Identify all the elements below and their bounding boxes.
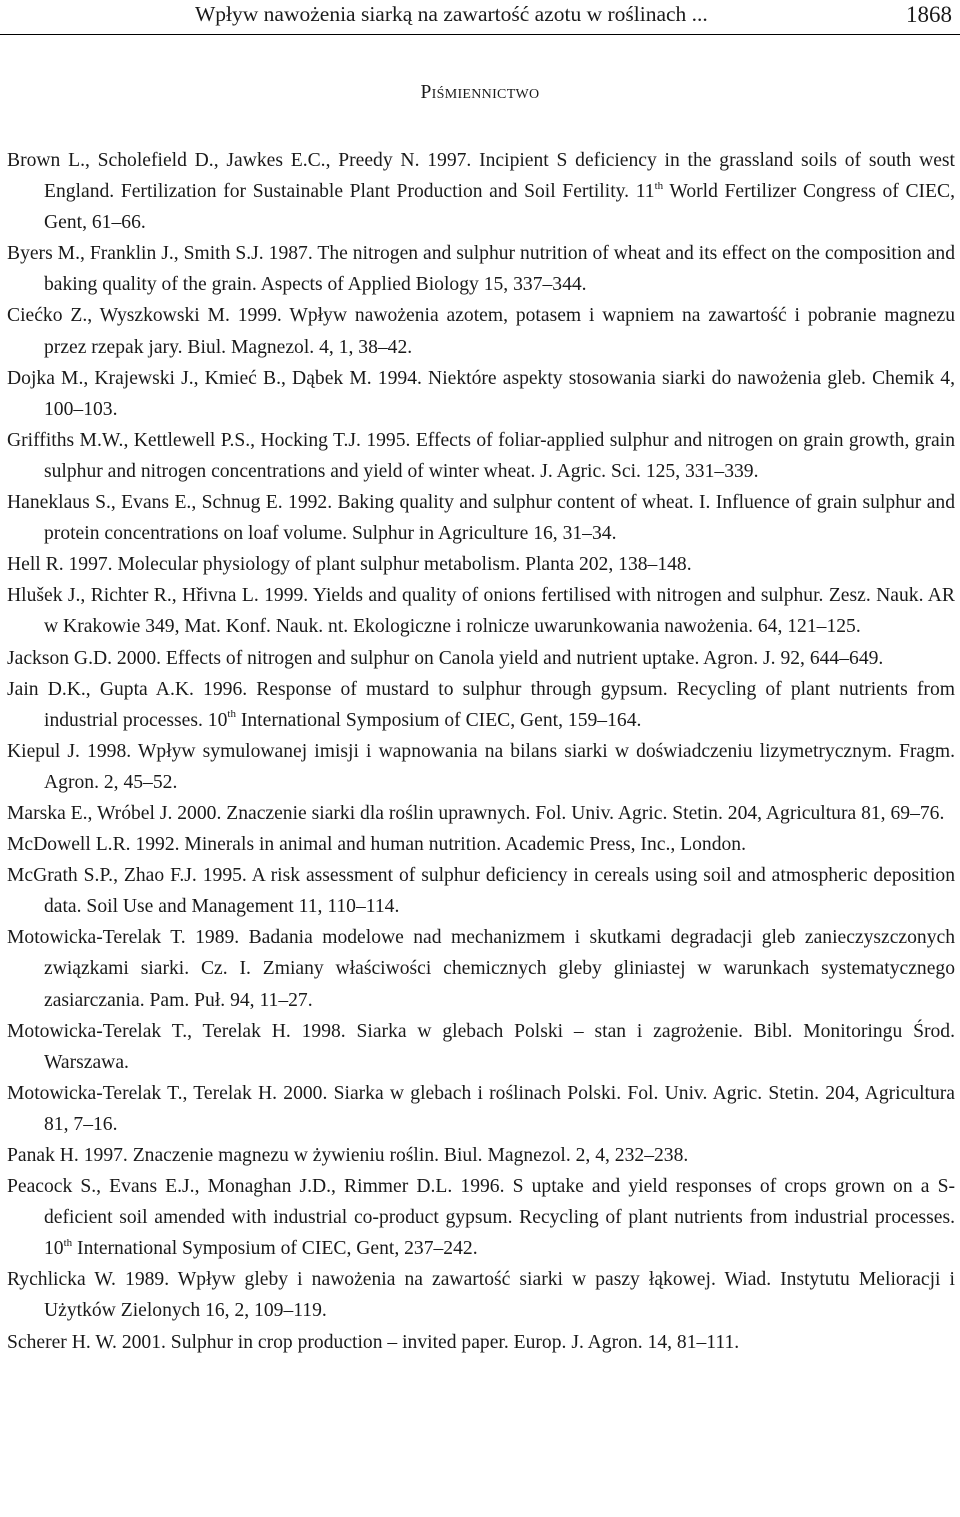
reference-item: McGrath S.P., Zhao F.J. 1995. A risk assessment of sulphur deficiency in cereals using soil and atmospheric deposition data. Soil Use and Management 11, 110–114. [7,865,955,918]
reference-item: Griffiths M.W., Kettlewell P.S., Hocking T.J. 1995. Effects of foliar-applied sulphur and nitrogen on grain growth, grain sulphur and nitrogen concentrations and yield of winter wheat. J. Agric. Sci. 125, 331–339. [7,429,955,482]
reference-item: Motowicka-Terelak T., Terelak H. 2000. Siarka w glebach i roślinach Polski. Fol. Univ. Agric. Stetin. 204, Agricultura 81, 7–16. [7,1082,955,1135]
reference-item: Jain D.K., Gupta A.K. 1996. Response of mustard to sulphur through gypsum. Recycling of plant nutrients from industrial processes. 10th International Symposium of CIEC, Gent, 159–164. [7,678,955,731]
page-number: 1868 [906,2,952,27]
reference-item: Kiepul J. 1998. Wpływ symulowanej imisji i wapnowania na bilans siarki w doświadczeniu lizymetrycznym. Fragm. Agron. 2, 45–52. [7,740,955,793]
reference-item: Brown L., Scholefield D., Jawkes E.C., Preedy N. 1997. Incipient S deficiency in the grassland soils of south west England. Fertilization for Sustainable Plant Production and Soil Fertility. 11th World Fertilizer Congress of CIEC, Gent, 61–66. [7,150,955,234]
reference-item: Haneklaus S., Evans E., Schnug E. 1992. Baking quality and sulphur content of wheat. I. Influence of grain sulphur and protein concentrations on loaf volume. Sulphur in Agriculture 16, 31–34. [7,492,955,545]
reference-item: Rychlicka W. 1989. Wpływ gleby i nawożenia na zawartość siarki w paszy łąkowej. Wiad. Instytutu Melioracji i Użytków Zielonych 16, 2, 109–119. [7,1269,955,1322]
reference-item: Motowicka-Terelak T., Terelak H. 1998. Siarka w glebach Polski – stan i zagrożenie. Bibl. Monitoringu Środ. Warszawa. [7,1020,955,1073]
reference-item: Hlušek J., Richter R., Hřivna L. 1999. Yields and quality of onions fertilised with nitrogen and sulphur. Zesz. Nauk. AR w Krakowie 349, Mat. Konf. Nauk. nt. Ekologiczne i rolnicze uwarunkowania nawożenia. 64, 121–125. [7,585,955,638]
reference-item: Marska E., Wróbel J. 2000. Znaczenie siarki dla roślin uprawnych. Fol. Univ. Agric. Stetin. 204, Agricultura 81, 69–76. [7,802,945,824]
running-title: Wpływ nawożenia siarką na zawartość azotu w roślinach ... [195,2,708,26]
reference-item: Ciećko Z., Wyszkowski M. 1999. Wpływ nawożenia azotem, potasem i wapniem na zawartość i pobranie magnezu przez rzepak jary. Biul. Magnezol. 4, 1, 38–42. [7,305,955,358]
reference-item: McDowell L.R. 1992. Minerals in animal and human nutrition. Academic Press, Inc., London. [7,834,746,856]
reference-item: Dojka M., Krajewski J., Kmieć B., Dąbek M. 1994. Niektóre aspekty stosowania siarki do nawożenia gleb. Chemik 4, 100–103. [7,367,955,420]
reference-item: Hell R. 1997. Molecular physiology of plant sulphur metabolism. Planta 202, 138–148. [7,554,692,576]
reference-item: Panak H. 1997. Znaczenie magnezu w żywieniu roślin. Biul. Magnezol. 2, 4, 232–238. [7,1145,689,1166]
page-header [0,0,960,35]
reference-item: Peacock S., Evans E.J., Monaghan J.D., Rimmer D.L. 1996. S uptake and yield responses of crops grown on a S-deficient soil amended with industrial co-product gypsum. Recycling of plant nutrients from industrial processes. 10th International Symposium of CIEC, Gent, 237–242. [7,1176,955,1260]
reference-item: Byers M., Franklin J., Smith S.J. 1987. The nitrogen and sulphur nutrition of wheat and its effect on the composition and baking quality of the grain. Aspects of Applied Biology 15, 337–344. [7,243,955,296]
section-heading: Piśmiennictwo [420,82,540,103]
reference-item: Jackson G.D. 2000. Effects of nitrogen and sulphur on Canola yield and nutrient uptake. Agron. J. 92, 644–649. [7,647,884,669]
reference-item: Scherer H. W. 2001. Sulphur in crop production – invited paper. Europ. J. Agron. 14, 81–111. [7,1331,740,1353]
reference-item: Motowicka-Terelak T. 1989. Badania modelowe nad mechanizmem i skutkami degradacji gleb zanieczyszczonych związkami siarki. Cz. I. Zmiany właściwości chemicznych gleby gliniastej w warunkach systematycznego zasiarczania. Pam. Puł. 94, 11–27. [7,927,955,1011]
reference-list [7,145,955,1358]
